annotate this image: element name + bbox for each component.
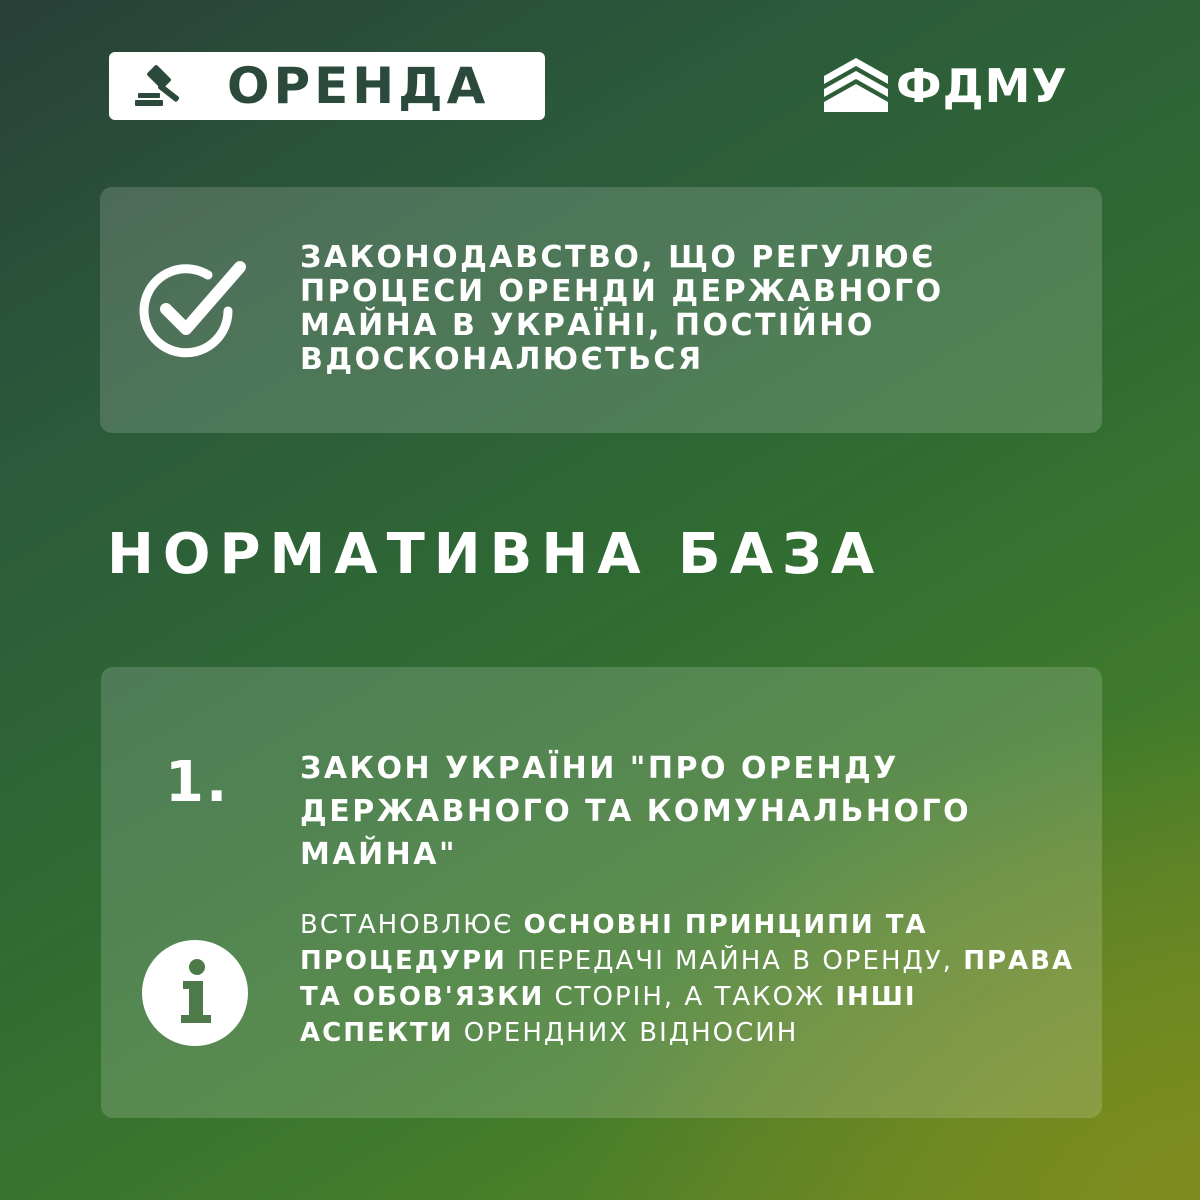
- desc-highlight-rights: ПРАВА ТА ОБОВ'ЯЗКИ: [300, 946, 1075, 1012]
- gavel-icon: [135, 63, 185, 109]
- law-description: [300, 907, 1080, 1051]
- fdmu-logo: [824, 58, 1094, 114]
- check-circle-icon: [136, 259, 248, 363]
- desc-text-1: ВСТАНОВЛЮЄ: [300, 910, 524, 940]
- desc-text-3: СТОРІН, А ТАКОЖ: [544, 982, 836, 1012]
- desc-text-4: ОРЕНДНИХ ВІДНОСИН: [453, 1018, 799, 1048]
- desc-highlight-principles: ОСНОВНІ ПРИНЦИПИ ТА ПРОЦЕДУРИ: [300, 910, 928, 976]
- law-title: ЗАКОН УКРАЇНИ "ПРО ОРЕНДУ ДЕРЖАВНОГО ТА КОМУНАЛЬНОГО МАЙНА": [300, 751, 972, 872]
- chevron-stack-logo: [824, 58, 888, 112]
- info-circle-icon: [141, 939, 249, 1047]
- section-title: НОРМАТИВНА БАЗА: [107, 522, 884, 587]
- intro-text: ЗАКОНОДАВСТВО, ЩО РЕГУЛЮЄ ПРОЦЕСИ ОРЕНДИ ДЕРЖАВНОГО МАЙНА В УКРАЇНІ, ПОСТІЙНО ВДОСКОНАЛЮЄТЬСЯ: [300, 240, 944, 377]
- law-card: [101, 667, 1102, 1118]
- desc-text-2: ПЕРЕДАЧІ МАЙНА В ОРЕНДУ,: [506, 946, 964, 976]
- category-badge: [109, 52, 545, 120]
- badge-label: ОРЕНДА: [227, 57, 490, 115]
- logo-text: ФДМУ: [896, 59, 1068, 113]
- desc-highlight-aspects: ІНШІ АСПЕКТИ: [300, 982, 917, 1048]
- item-number: 1.: [165, 750, 230, 815]
- intro-card: [100, 187, 1102, 433]
